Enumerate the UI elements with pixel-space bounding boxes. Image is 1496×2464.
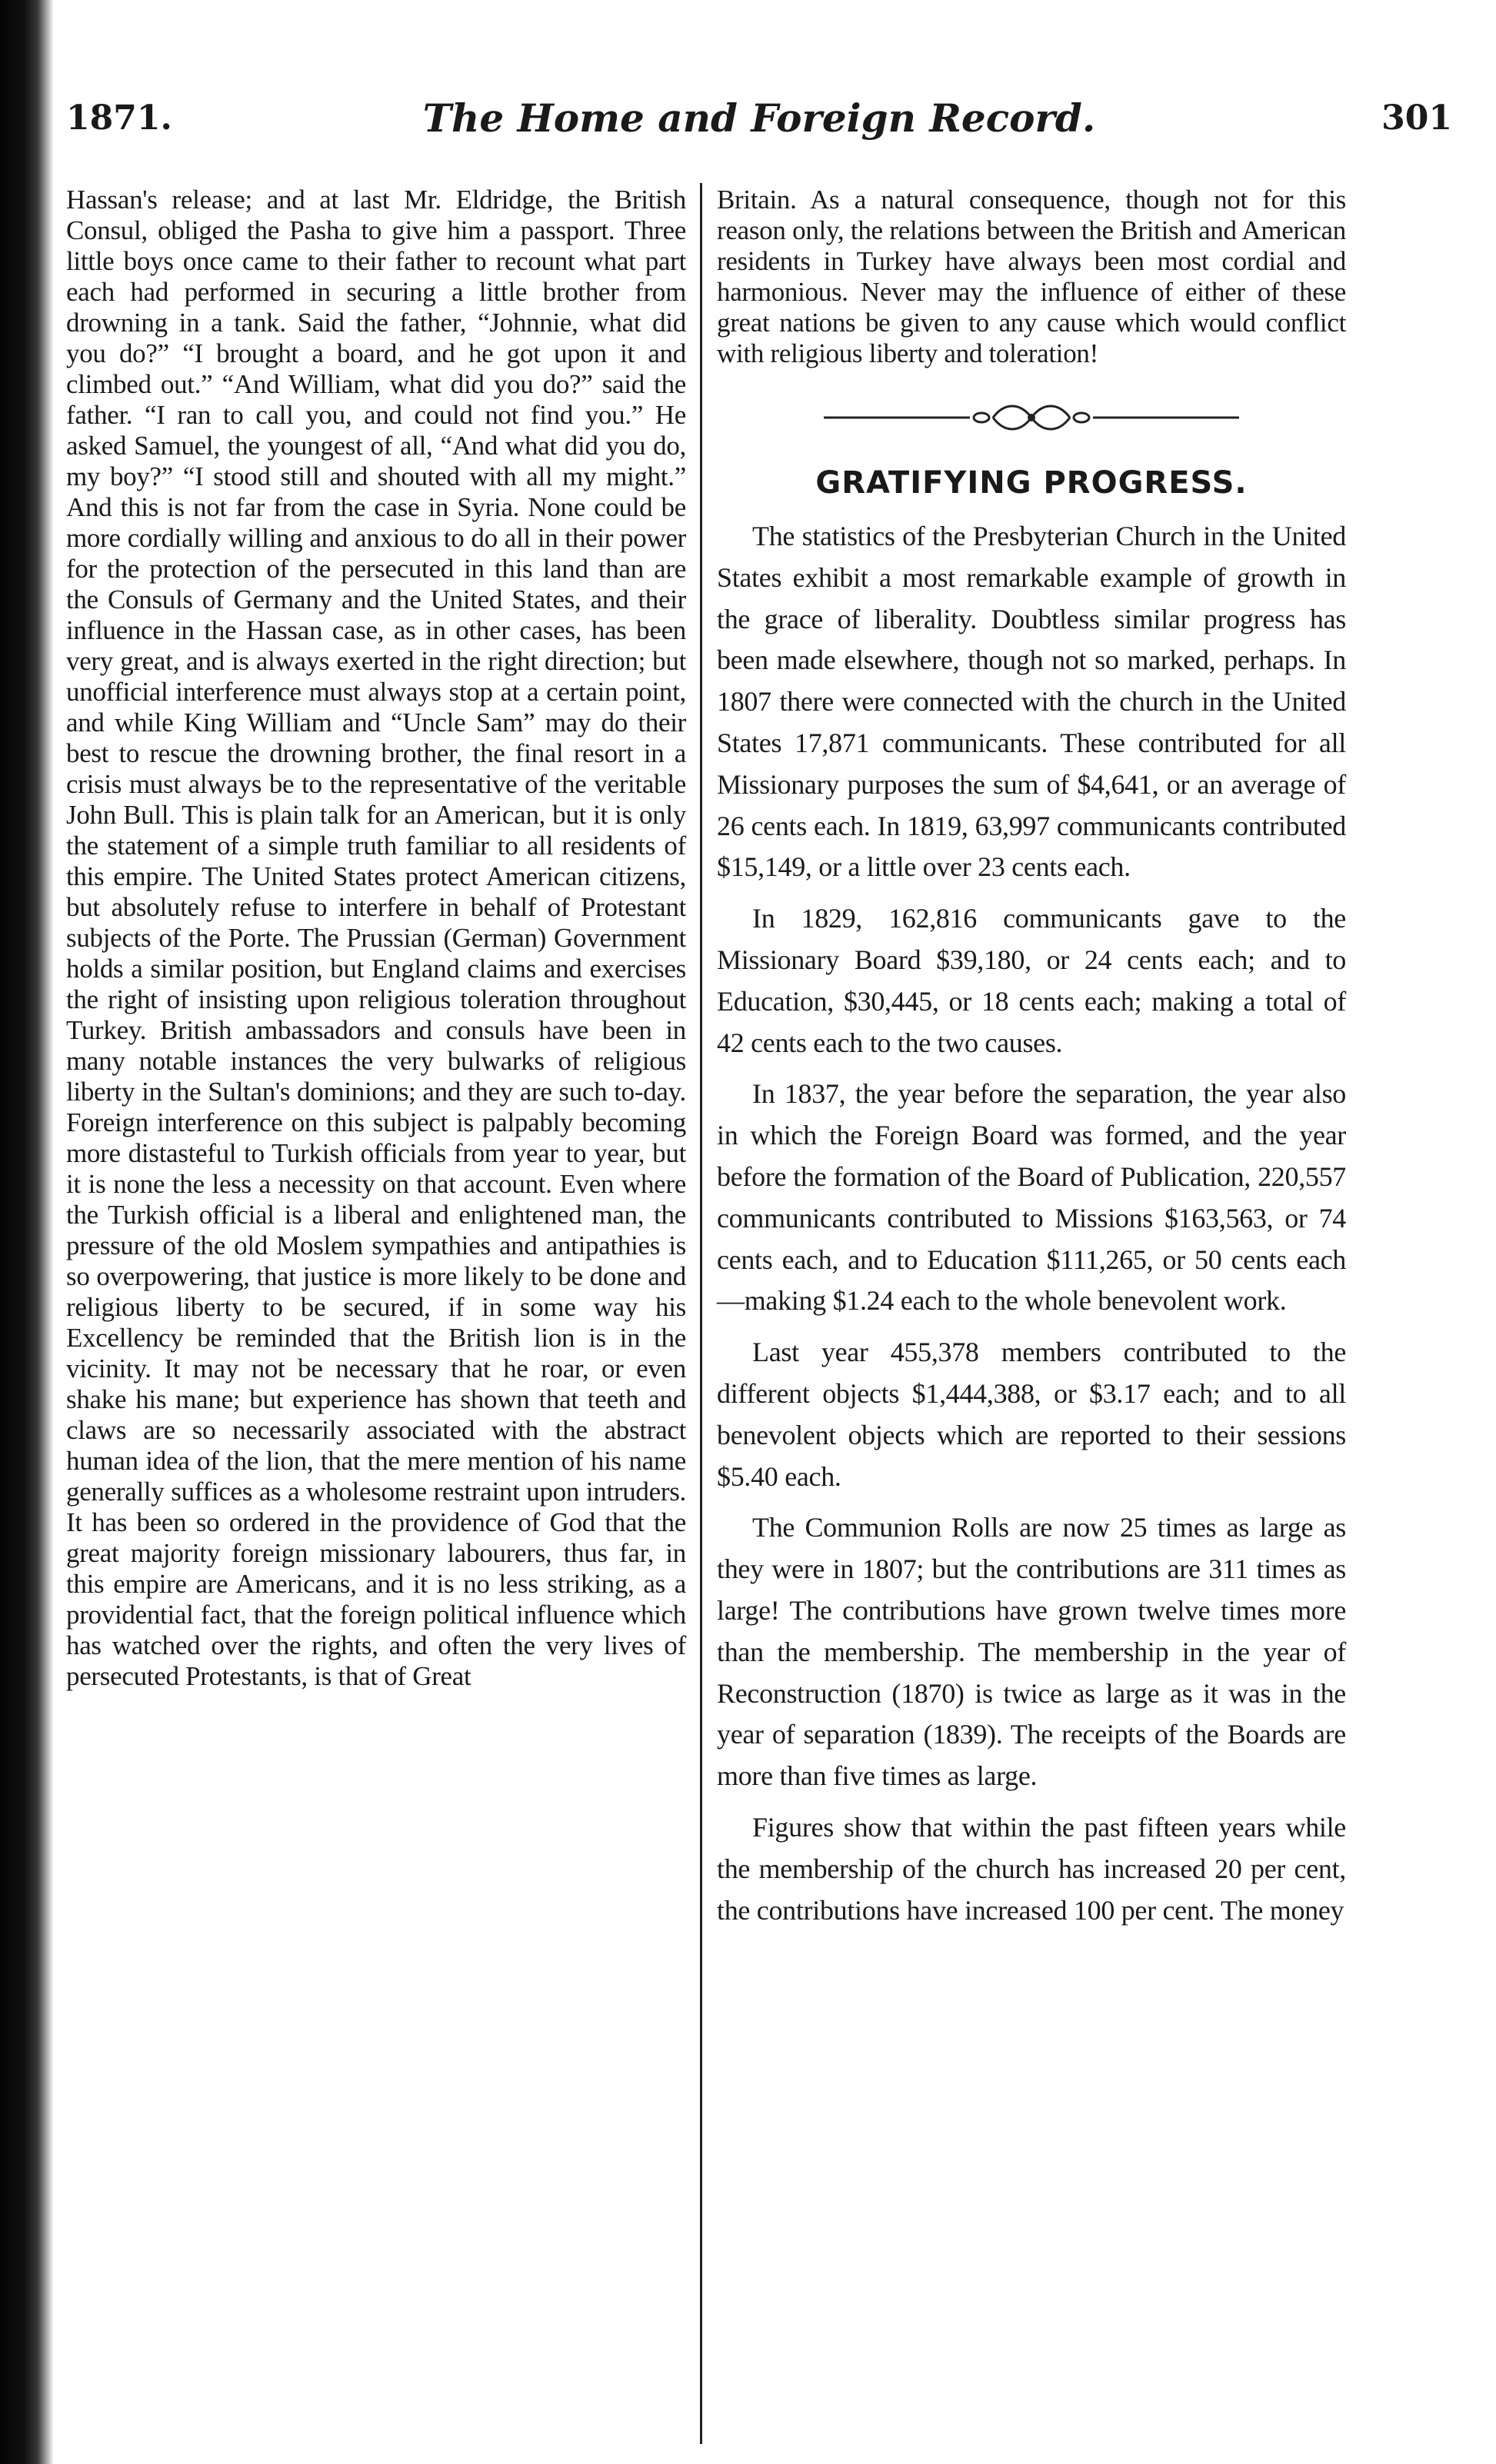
header-title: The Home and Foreign Record.	[422, 95, 1096, 141]
ornamental-divider	[816, 398, 1247, 437]
article-paragraph: The Communion Rolls are now 25 times as large as they were in 1807; but the contributions are 311 times as large! The contributions have grown twelve times more than the membership. The membership in the year of Reconstruction (1870) is twice as large as it was in the year of separation (1839). The receipts of the Boards are more than five times as large.	[717, 1512, 1346, 1792]
section-title: GRATIFYING PROGRESS.	[815, 465, 1248, 501]
page-number: 301	[1381, 98, 1452, 138]
article-paragraph: Figures show that within the past fifteen years while the membership of the church has increased 20 per cent, the contributions have increased 100 per cent. The money	[717, 1811, 1346, 1926]
left-column-paragraph: Hassan's release; and at last Mr. Eldridge, the British Consul, obliged the Pasha to give him a passport. Three little boys once came to their father to recount what part each had performed in securing a little brother from drowning in a tank. Said the father, “Johnnie, what did you do?” “I brought a board, and he got upon it and climbed out.” “And William, what did you do?” said the father. “I ran to call you, and could not find you.” He asked Samuel, the youngest of all, “And what did you do, my boy?” “I stood still and shouted with all my might.” And this is not far from the case in Syria. None could be more cordially willing and anxious to do all in their power for the protection of the persecuted in this land than are the Consuls of Germany and the United States, and their influence in the Hassan case, as in other cases, has been very great, and is always exerted in the right direction; but unofficial interference must always stop at a certain point, and while King William and “Uncle Sam” may do their best to rescue the drowning brother, the final resort in a crisis must always be to the representative of the veritable John Bull. This is plain talk for an American, but it is only the statement of a simple truth familiar to all residents of this empire. The United States protect American citizens, but absolutely refuse to interfere in behalf of Protestant subjects of the Porte. The Prussian (German) Government holds a similar position, but England claims and exercises the right of insisting upon religious toleration throughout Turkey. British ambassadors and consuls have been in many notable instances the very bulwarks of religious liberty in the Sultan's dominions; and they are such to-day. Foreign interference on this subject is palpably becoming more distasteful to Turkish officials from year to year, but it is none the less a necessity on that account. Even where the Turkish official is a liberal and enlightened man, the pressure of the old Moslem sympathies and antipathies is so overpowering, that justice is more likely to be done and religious liberty to be secured, if in some way his Excellency be reminded that the British lion is in the vicinity. It may not be necessary that he roar, or even shake his mane; but experience has shown that teeth and claws are so necessarily associated with the abstract human idea of the lion, that the mere mention of his name generally suffices as a wholesome restraint upon intruders. It has been so ordered in the providence of God that the great majority foreign missionary labourers, thus far, in this empire are Americans, and it is no less striking, as a providential fact, that the foreign political influence which has watched over the rights, and often the very lives of persecuted Protestants, is that of Great	[66, 185, 686, 1691]
left-column	[66, 185, 686, 1692]
column-divider	[700, 183, 702, 2444]
article-paragraph: In 1837, the year before the separation, the year also in which the Foreign Board was formed, and the year before the formation of the Board of Publication, 220,557 communicants contributed to Missions $163,563, or 74 cents each, and to Education $111,265, or 50 cents each—making $1.24 each to the whole benevolent work.	[717, 1078, 1346, 1317]
continued-paragraph: Britain. As a natural consequence, though not for this reason only, the relations between the British and American residents in Turkey have always been most cordial and harmonious. Never may the influence of either of these great nations be given to any cause which would conflict with religious liberty and toleration!	[717, 185, 1346, 368]
article-paragraph: Last year 455,378 members contributed to the different objects $1,444,388, or $3.17 each; and to all benevolent objects which are reported to their sessions $5.40 each.	[717, 1337, 1346, 1492]
article-paragraph: The statistics of the Presbyterian Church in the United States exhibit a most remarkable example of growth in the grace of liberality. Doubtless similar progress has been made elsewhere, though not so marked, perhaps. In 1807 there were connected with the church in the United States 17,871 communicants. These contributed for all Missionary purposes the sum of $4,641, or an average of 26 cents each. In 1819, 63,997 communicants contributed $15,149, or a little over 23 cents each.	[717, 521, 1346, 883]
header-year: 1871.	[66, 98, 172, 138]
right-column	[717, 185, 1346, 1931]
page-binding-edge	[0, 0, 54, 2464]
running-header	[66, 94, 1452, 143]
article-paragraph: In 1829, 162,816 communicants gave to the Missionary Board $39,180, or 24 cents each; and to Education, $30,445, or 18 cents each; making a total of 42 cents each to the two causes.	[717, 903, 1346, 1058]
